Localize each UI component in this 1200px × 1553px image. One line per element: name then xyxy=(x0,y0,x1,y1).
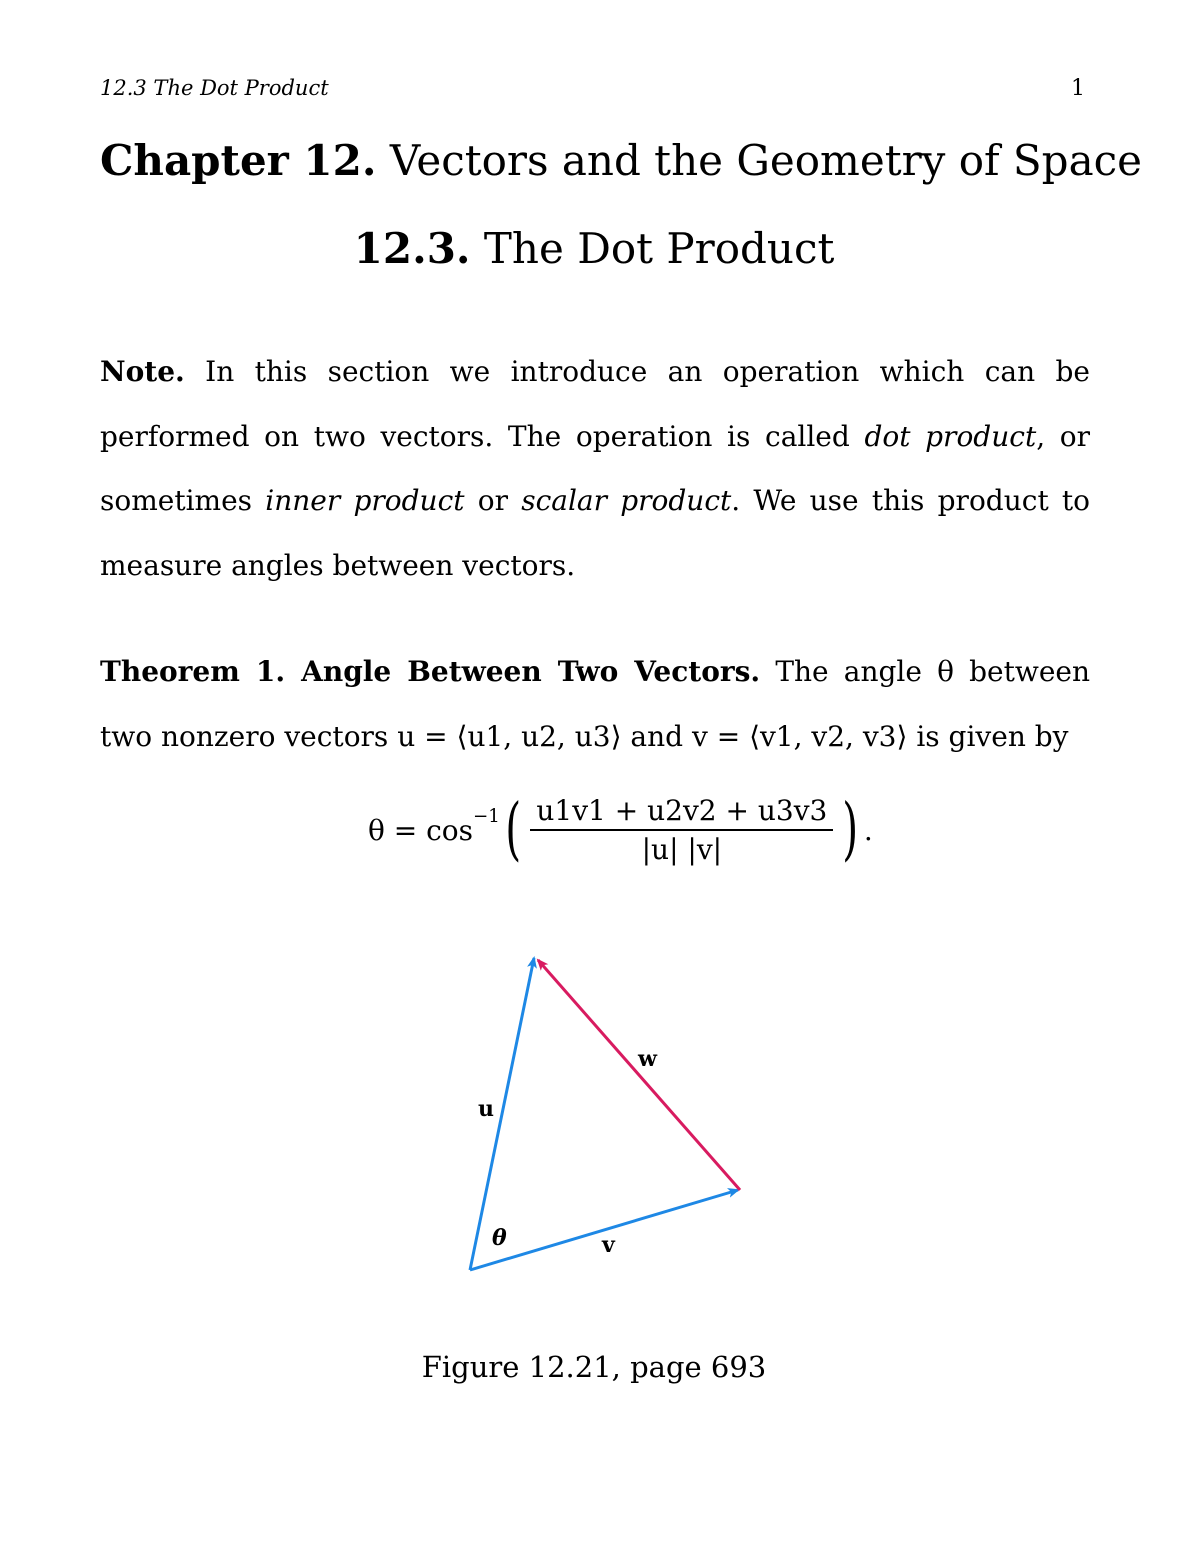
theorem-text-1: The angle θ between two nonzero vectors xyxy=(100,655,1090,753)
v-definition: v = ⟨v1, v2, v3⟩ xyxy=(691,719,908,753)
term-scalar-product: scalar product xyxy=(521,484,732,517)
u-definition: u = ⟨u1, u2, u3⟩ xyxy=(397,719,622,753)
theorem-text-2: and xyxy=(630,719,684,753)
label-v: v xyxy=(602,1232,615,1258)
vector-triangle-figure xyxy=(440,940,770,1290)
theorem-label: Theorem 1. Angle Between Two Vectors. xyxy=(100,655,761,688)
note-text-1: In this section we introduce an operation which can be performed on two vectors. The operation is called xyxy=(100,355,1090,453)
note-label: Note. xyxy=(100,355,185,388)
note-text-2: , or sometimes xyxy=(100,419,1090,517)
formula-superscript: −1 xyxy=(473,805,500,827)
formula-fraction xyxy=(530,794,833,866)
section-name: The Dot Product xyxy=(483,224,835,273)
theorem-paragraph xyxy=(100,640,1090,769)
chapter-label: Chapter 12. xyxy=(100,136,377,185)
note-paragraph xyxy=(100,340,1090,598)
right-paren: ) xyxy=(842,790,859,869)
section-title xyxy=(0,224,1188,273)
label-w: w xyxy=(638,1046,657,1072)
page-number: 1 xyxy=(1071,76,1085,101)
formula-numerator: u1v1 + u2v2 + u3v3 xyxy=(530,794,833,831)
formula-end: . xyxy=(863,813,873,847)
vector-v-arrow xyxy=(470,1190,738,1270)
formula-denominator: |u| |v| xyxy=(641,833,723,866)
angle-formula xyxy=(368,785,873,875)
label-theta: θ xyxy=(492,1225,507,1251)
running-header: 12.3 The Dot Product xyxy=(100,76,329,100)
note-text-4: . We use this product to measure angles between vectors. xyxy=(100,484,1091,582)
theorem-text-3: is given by xyxy=(916,719,1069,753)
formula-lhs: θ = cos xyxy=(368,813,474,847)
term-dot-product: dot product xyxy=(864,419,1037,453)
figure-caption: Figure 12.21, page 693 xyxy=(421,1350,767,1384)
left-paren: ( xyxy=(505,790,522,869)
chapter-name: Vectors and the Geometry of Space xyxy=(389,136,1142,185)
chapter-title xyxy=(100,136,1142,185)
vector-w-arrow xyxy=(538,960,740,1190)
note-text-3: or xyxy=(477,484,508,517)
label-u: u xyxy=(478,1096,494,1122)
section-label: 12.3. xyxy=(353,224,471,273)
term-inner-product: inner product xyxy=(265,484,465,517)
